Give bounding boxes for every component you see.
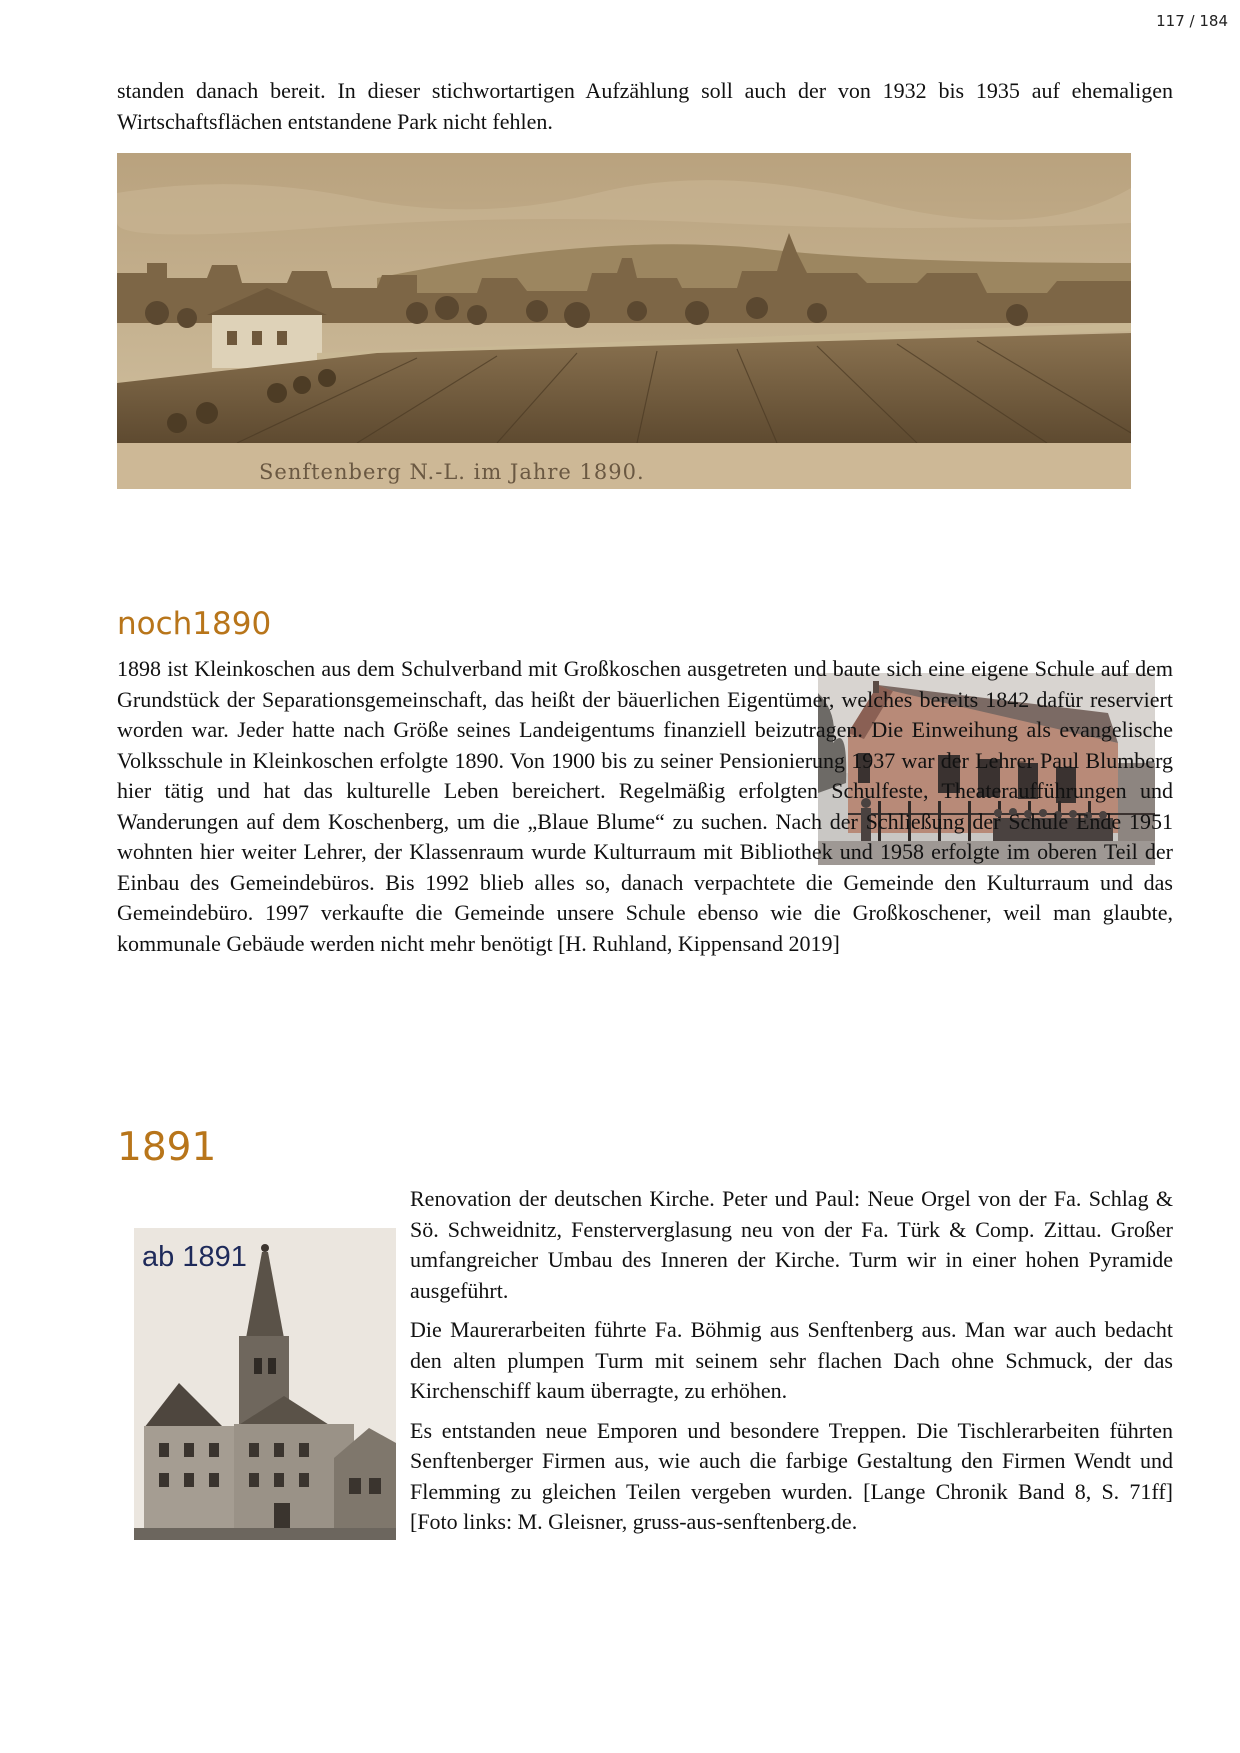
page-number: 117 / 184 xyxy=(1156,12,1228,30)
section-1891-paragraph-2: Die Maurerarbeiten führte Fa. Böhmig aus Senftenberg aus. Man war auch bedacht den alten plumpen Turm mit seinem sehr flachen Dach ohne Schmuck, der das Kirchenschiff kaum überragte, zu erhöhen. xyxy=(410,1317,1173,1403)
intro-paragraph: standen danach bereit. In dieser stichwortartigen Aufzählung soll auch der von 1932 bis 1935 auf ehemaligen Wirtschaftsflächen entstandene Park nicht fehlen. xyxy=(117,78,1173,134)
section-1890-text: 1898 ist Kleinkoschen aus dem Schulverband mit Großkoschen ausgetreten und baute sich eine eigene Schule auf dem Grundstück der Separationsgemeinschaft, das heißt der bäuerlichen Eigentümer, welches bereits 1842 dafür reserviert worden war. Jeder hatte nach Größe seines Landeigentums finanziell beizutragen. Die Einweihung als evangelische Volksschule in Kleinkoschen erfolgte 1890. Von 1900 bis zu seiner Pensionierung 1937 war der Lehrer Paul Blumberg hier tätig und hat das kulturelle Leben bereichert. Regelmäßig erfolgten Schulfeste, Theateraufführungen und Wanderungen auf dem Koschenberg, um die „Blaue Blume“ zu suchen. Nach der Schließung der Schule Ende 1951 wohnten hier weiter Lehrer, der Klassenraum wurde Kulturraum mit Bibliothek und 1958 erfolgte im oberen Teil der Einbau des Gemeindebüros. Bis 1992 blieb alles so, danach verpachtete die Gemeinde den Kulturraum und das Gemeindebüro. 1997 verkaufte die Gemeinde unsere Schule ebenso wie die Großkoschener, weil man glaubte, kommunale Gebäude werden nicht mehr benötigt [H. Ruhland, Kippensand 2019] xyxy=(117,656,1173,956)
section-1891-heading: 1891 xyxy=(117,1125,217,1170)
section-1891-paragraph-1: Renovation der deutschen Kirche. Peter und Paul: Neue Orgel von der Fa. Schlag & Sö. Schweidnitz, Fensterverglasung neu von der Fa. Türk & Comp. Zittau. Großer umfangreicher Umbau des Inneren der Kirche. Turm wir in einer hohen Pyramide ausgeführt. xyxy=(410,1186,1173,1303)
section-1891-paragraph-3: Es entstanden neue Emporen und besondere Treppen. Die Tischlerarbeiten führten Senftenberger Firmen aus, wie auch die farbige Gestaltung den Firmen Wendt und Flemming zu gleichen Teilen vergeben wurden. [Lange Chronik Band 8, S. 71ff] [Foto links: M. Gleisner, gruss-aus-senftenberg.de. xyxy=(410,1417,1173,1534)
church-photo-label: ab 1891 xyxy=(142,1241,247,1273)
panorama-caption: Senftenberg N.-L. im Jahre 1890. xyxy=(259,460,645,484)
panorama-photo xyxy=(117,153,1131,489)
section-1890-heading: noch1890 xyxy=(117,606,272,642)
section-1891-body xyxy=(123,1184,1173,1554)
